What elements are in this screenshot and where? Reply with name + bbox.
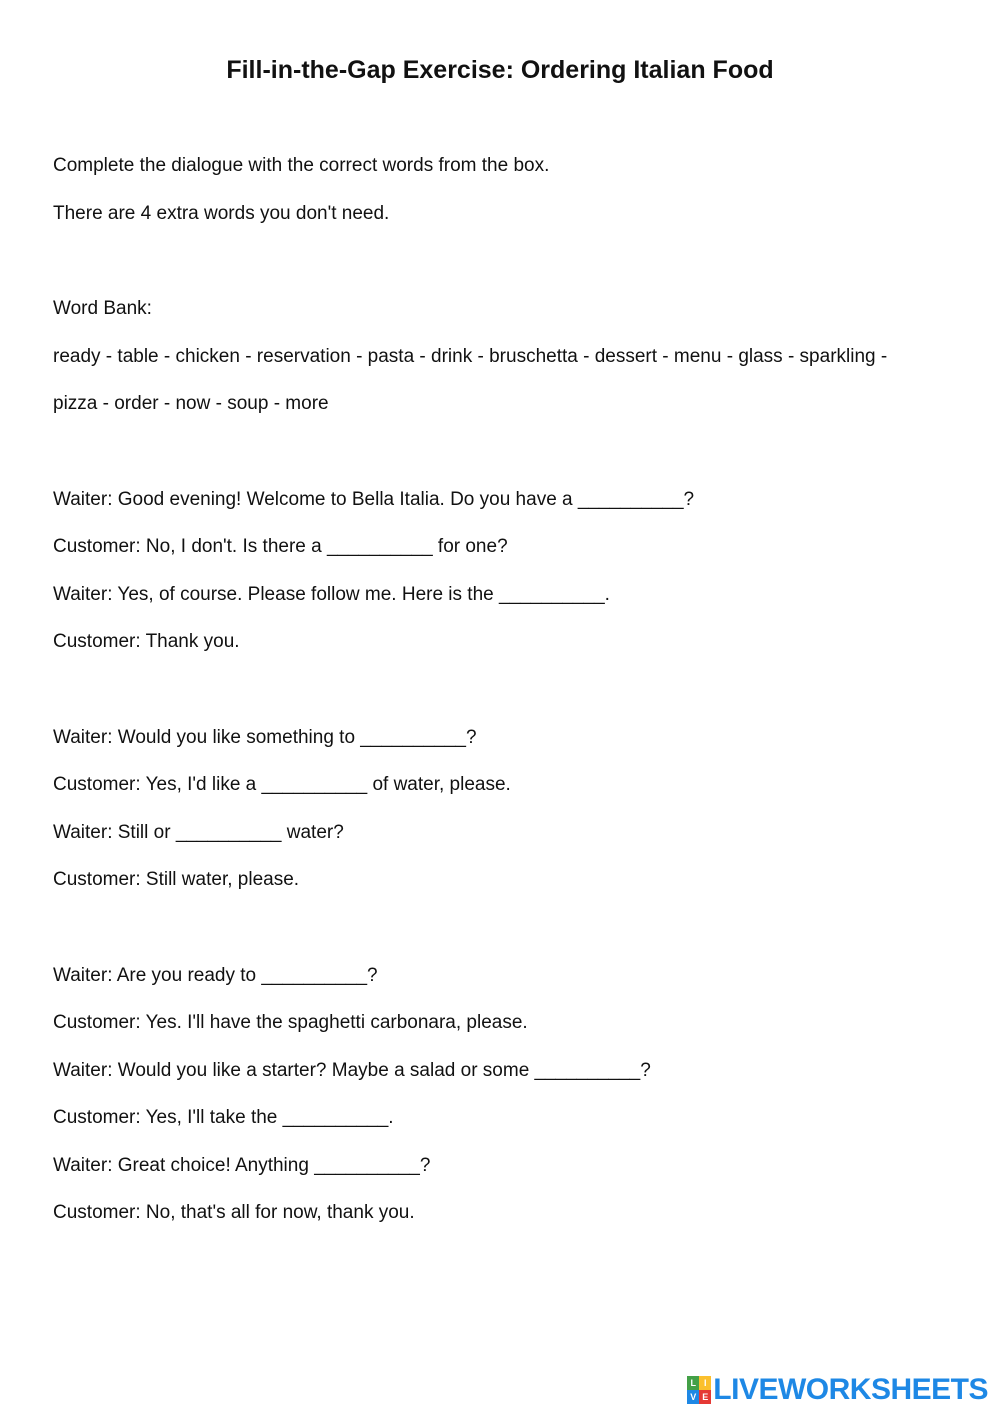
dialogue-line: Customer: No, I don't. Is there a __________ for one? xyxy=(53,536,508,557)
instruction-line-2: There are 4 extra words you don't need. xyxy=(53,203,390,224)
dialogue-line: Waiter: Still or __________ water? xyxy=(53,822,344,843)
logo-mark-cell: I xyxy=(699,1376,711,1390)
logo-mark-cell: L xyxy=(687,1376,699,1390)
liveworksheets-logo[interactable] xyxy=(687,1374,988,1406)
logo-text: LIVEWORKSHEETS xyxy=(713,1373,988,1406)
dialogue-line: Waiter: Are you ready to __________? xyxy=(53,965,378,986)
dialogue-line: Waiter: Good evening! Welcome to Bella Italia. Do you have a __________? xyxy=(53,489,695,510)
dialogue-line: Customer: Yes, I'd like a __________ of water, please. xyxy=(53,774,511,795)
liveworksheets-logo-mark-icon xyxy=(687,1376,711,1404)
page-title: Fill-in-the-Gap Exercise: Ordering Italian Food xyxy=(226,56,774,84)
word-bank-line-1: ready - table - chicken - reservation - pasta - drink - bruschetta - dessert - menu - glass - sparkling - xyxy=(53,346,888,367)
dialogue-line: Waiter: Great choice! Anything __________? xyxy=(53,1155,431,1176)
instruction-line-1: Complete the dialogue with the correct words from the box. xyxy=(53,155,550,176)
dialogue-line: Customer: No, that's all for now, thank you. xyxy=(53,1202,415,1223)
word-bank-label: Word Bank: xyxy=(53,298,152,319)
dialogue-line: Waiter: Yes, of course. Please follow me. Here is the __________. xyxy=(53,584,610,605)
dialogue-line: Customer: Still water, please. xyxy=(53,869,300,890)
dialogue-line: Customer: Thank you. xyxy=(53,631,240,652)
dialogue-line: Customer: Yes. I'll have the spaghetti carbonara, please. xyxy=(53,1012,528,1033)
dialogue-line: Customer: Yes, I'll take the __________. xyxy=(53,1107,394,1128)
dialogue-line: Waiter: Would you like a starter? Maybe a salad or some __________? xyxy=(53,1060,651,1081)
logo-mark-cell: E xyxy=(699,1390,711,1404)
word-bank-line-2: pizza - order - now - soup - more xyxy=(53,393,329,414)
dialogue-line: Waiter: Would you like something to __________? xyxy=(53,727,477,748)
logo-mark-cell: V xyxy=(687,1390,699,1404)
